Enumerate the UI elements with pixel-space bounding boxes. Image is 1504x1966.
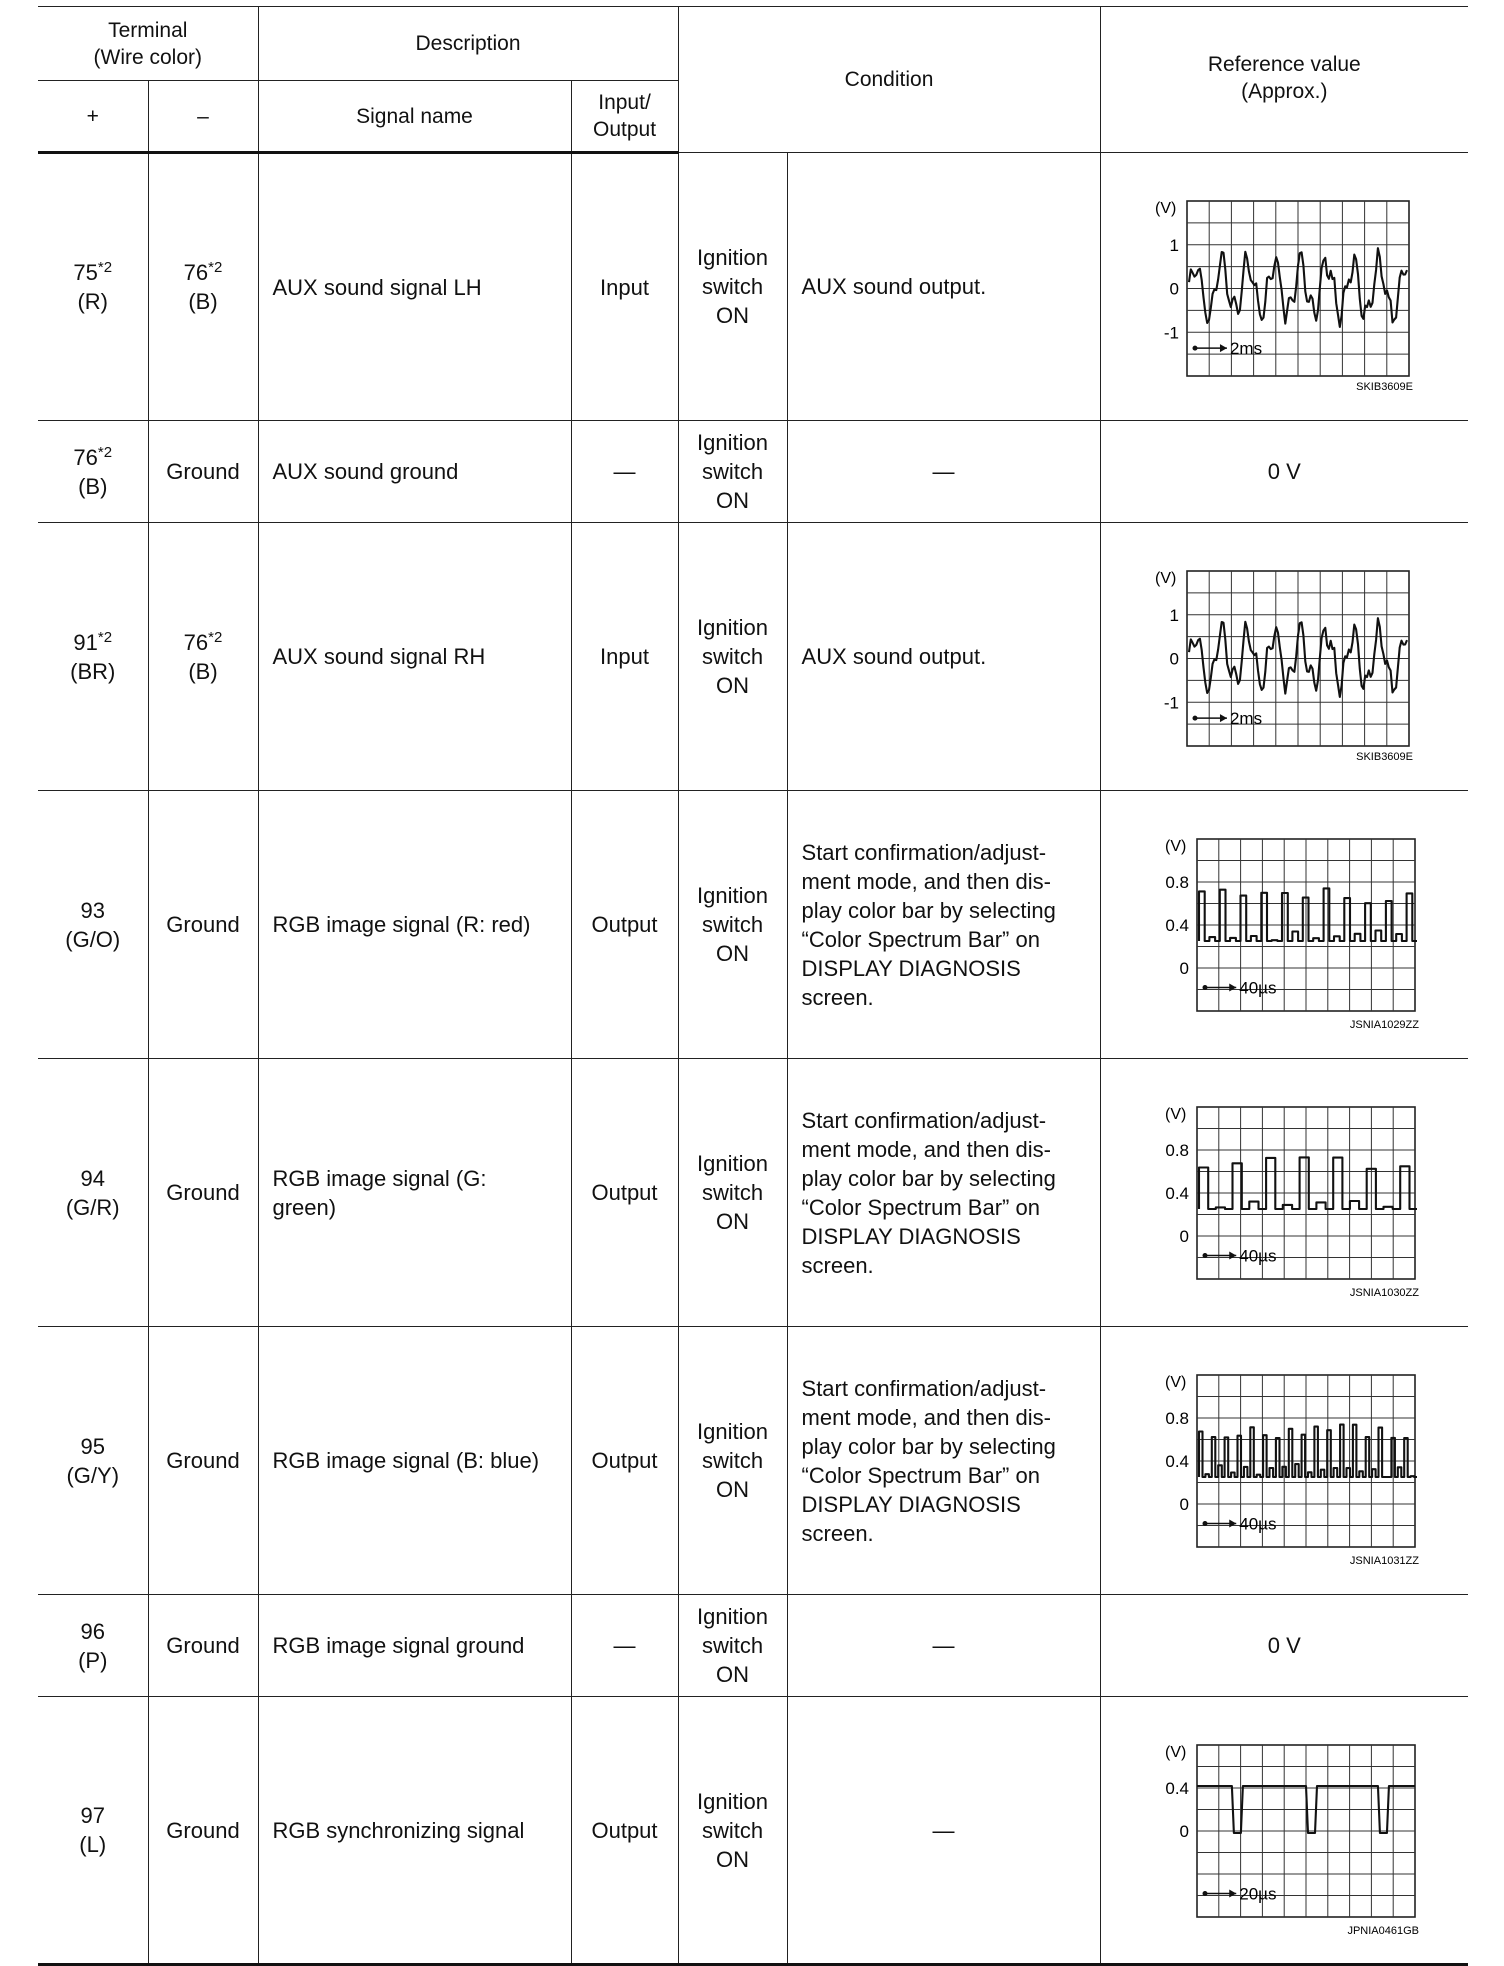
condition-switch: Ignition switch ON [678, 153, 787, 421]
condition-switch: Ignition switch ON [678, 791, 787, 1059]
condition-detail: Start confirmation/adjust- ment mode, and then dis- play color bar by selecting “Color Spectrum Bar” on DISPLAY DIAGNOSIS screen. [787, 1327, 1100, 1595]
waveform-chart [1119, 817, 1449, 1032]
y-tick-label: 1 [1169, 605, 1180, 625]
reference-waveform [1100, 523, 1468, 791]
time-scale-arrow [1230, 1252, 1237, 1260]
y-tick-label: 0 [1179, 1227, 1190, 1246]
table-row [38, 1327, 1468, 1595]
reference-value: 0 V [1100, 421, 1468, 523]
plus-terminal: 94 (G/R) [38, 1059, 148, 1327]
time-scale-arrow [1230, 1889, 1237, 1897]
condition-detail: — [787, 1697, 1100, 1965]
header-signal-name: Signal name [258, 81, 571, 153]
signal-name: AUX sound signal LH [258, 153, 571, 421]
plus-terminal: 75$^{*2}$ (R) [38, 153, 148, 421]
time-scale-start-dot [1203, 985, 1208, 990]
time-scale-label: 40µs [1239, 1246, 1277, 1266]
time-scale-start-dot [1193, 716, 1198, 721]
y-tick-label: 0.4 [1165, 1452, 1190, 1471]
figure-code: JSNIA1029ZZ [1350, 1019, 1420, 1031]
time-scale-label: 40µs [1239, 1514, 1277, 1534]
header-terminal: Terminal (Wire color) [38, 7, 258, 81]
reference-waveform [1100, 1697, 1468, 1965]
reference-value: 0 V [1100, 1595, 1468, 1697]
waveform-chart [1119, 549, 1449, 764]
y-axis-unit: (V) [1165, 1743, 1187, 1761]
y-axis-unit: (V) [1165, 1106, 1187, 1123]
time-scale-label: 2ms [1230, 709, 1263, 729]
time-scale-start-dot [1203, 1253, 1208, 1258]
y-tick-label: 0.4 [1165, 1778, 1190, 1798]
signal-name: AUX sound ground [258, 421, 571, 523]
y-tick-label: -1 [1164, 693, 1180, 713]
waveform-chart [1119, 179, 1449, 394]
waveform-chart [1119, 1085, 1449, 1300]
header-reference-value: Reference value (Approx.) [1100, 7, 1468, 153]
minus-terminal: Ground [148, 1595, 258, 1697]
y-tick-label: 0.8 [1165, 1141, 1190, 1160]
signal-trace [1199, 888, 1417, 941]
figure-code: JSNIA1030ZZ [1350, 1287, 1420, 1299]
time-scale-arrow [1220, 714, 1227, 722]
signal-trace [1199, 1157, 1417, 1209]
condition-detail: — [787, 421, 1100, 523]
table-row [38, 153, 1468, 421]
reference-waveform [1100, 791, 1468, 1059]
signal-trace [1199, 1425, 1417, 1477]
condition-switch: Ignition switch ON [678, 421, 787, 523]
y-axis-unit: (V) [1155, 570, 1177, 587]
minus-terminal: Ground [148, 1059, 258, 1327]
table-row [38, 791, 1468, 1059]
input-output: — [571, 1595, 678, 1697]
waveform-chart [1119, 1723, 1449, 1938]
y-tick-label: 1 [1169, 235, 1180, 255]
input-output: Output [571, 1327, 678, 1595]
condition-detail: Start confirmation/adjust- ment mode, and then dis- play color bar by selecting “Color Spectrum Bar” on DISPLAY DIAGNOSIS screen. [787, 1059, 1100, 1327]
header-condition: Condition [678, 7, 1100, 153]
table-row [38, 1595, 1468, 1697]
figure-code: JSNIA1031ZZ [1350, 1555, 1420, 1567]
signal-name: RGB image signal (G: green) [258, 1059, 571, 1327]
input-output: Input [571, 523, 678, 791]
time-scale-label: 40µs [1239, 978, 1277, 998]
condition-switch: Ignition switch ON [678, 1697, 787, 1965]
y-tick-label: 0.8 [1165, 1409, 1190, 1428]
minus-terminal: 76$^{*2}$ (B) [148, 523, 258, 791]
minus-terminal: Ground [148, 1327, 258, 1595]
input-output: Output [571, 1059, 678, 1327]
y-tick-label: 0 [1179, 1495, 1190, 1514]
input-output: Output [571, 1697, 678, 1965]
figure-code: JPNIA0461GB [1347, 1924, 1420, 1937]
reference-waveform [1100, 153, 1468, 421]
signal-name: RGB image signal ground [258, 1595, 571, 1697]
header-description: Description [258, 7, 678, 81]
table-row [38, 421, 1468, 523]
reference-waveform [1100, 1327, 1468, 1595]
minus-terminal: 76$^{*2}$ (B) [148, 153, 258, 421]
header-minus: – [148, 81, 258, 153]
condition-switch: Ignition switch ON [678, 1327, 787, 1595]
plus-terminal: 76$^{*2}$ (B) [38, 421, 148, 523]
table-row [38, 1059, 1468, 1327]
figure-code: SKIB3609E [1356, 381, 1414, 393]
input-output: — [571, 421, 678, 523]
y-axis-unit: (V) [1155, 200, 1177, 217]
plus-terminal: 97 (L) [38, 1697, 148, 1965]
waveform-chart [1119, 1353, 1449, 1568]
y-tick-label: 0 [1169, 649, 1180, 669]
plus-terminal: 96 (P) [38, 1595, 148, 1697]
header-plus: + [38, 81, 148, 153]
y-tick-label: 0.4 [1165, 1184, 1190, 1203]
y-tick-label: 0 [1179, 1821, 1190, 1841]
minus-terminal: Ground [148, 791, 258, 1059]
y-axis-unit: (V) [1165, 1374, 1187, 1391]
plus-terminal: 95 (G/Y) [38, 1327, 148, 1595]
table-row [38, 1697, 1468, 1965]
table-row [38, 523, 1468, 791]
y-tick-label: -1 [1164, 323, 1180, 343]
condition-detail: — [787, 1595, 1100, 1697]
reference-waveform [1100, 1059, 1468, 1327]
condition-switch: Ignition switch ON [678, 1595, 787, 1697]
signal-name: AUX sound signal RH [258, 523, 571, 791]
condition-detail: AUX sound output. [787, 153, 1100, 421]
y-tick-label: 0.8 [1165, 873, 1190, 892]
minus-terminal: Ground [148, 1697, 258, 1965]
signal-name: RGB synchronizing signal [258, 1697, 571, 1965]
time-scale-arrow [1230, 984, 1237, 992]
signal-name: RGB image signal (B: blue) [258, 1327, 571, 1595]
time-scale-label: 2ms [1230, 339, 1263, 359]
y-tick-label: 0 [1169, 279, 1180, 299]
condition-switch: Ignition switch ON [678, 1059, 787, 1327]
time-scale-start-dot [1193, 346, 1198, 351]
plus-terminal: 93 (G/O) [38, 791, 148, 1059]
time-scale-label: 20µs [1239, 1884, 1277, 1903]
minus-terminal: Ground [148, 421, 258, 523]
time-scale-arrow [1220, 344, 1227, 352]
header-input-output: Input/ Output [571, 81, 678, 153]
y-tick-label: 0.4 [1165, 916, 1190, 935]
plus-terminal: 91$^{*2}$ (BR) [38, 523, 148, 791]
y-tick-label: 0 [1179, 959, 1190, 978]
input-output: Input [571, 153, 678, 421]
time-scale-start-dot [1203, 1891, 1208, 1896]
condition-switch: Ignition switch ON [678, 523, 787, 791]
header-row-1 [38, 7, 1468, 81]
terminal-table [38, 6, 1468, 1966]
figure-code: SKIB3609E [1356, 751, 1414, 763]
signal-name: RGB image signal (R: red) [258, 791, 571, 1059]
input-output: Output [571, 791, 678, 1059]
condition-detail: Start confirmation/adjust- ment mode, and then dis- play color bar by selecting “Color Spectrum Bar” on DISPLAY DIAGNOSIS screen. [787, 791, 1100, 1059]
time-scale-arrow [1230, 1520, 1237, 1528]
y-axis-unit: (V) [1165, 838, 1187, 855]
condition-detail: AUX sound output. [787, 523, 1100, 791]
time-scale-start-dot [1203, 1521, 1208, 1526]
